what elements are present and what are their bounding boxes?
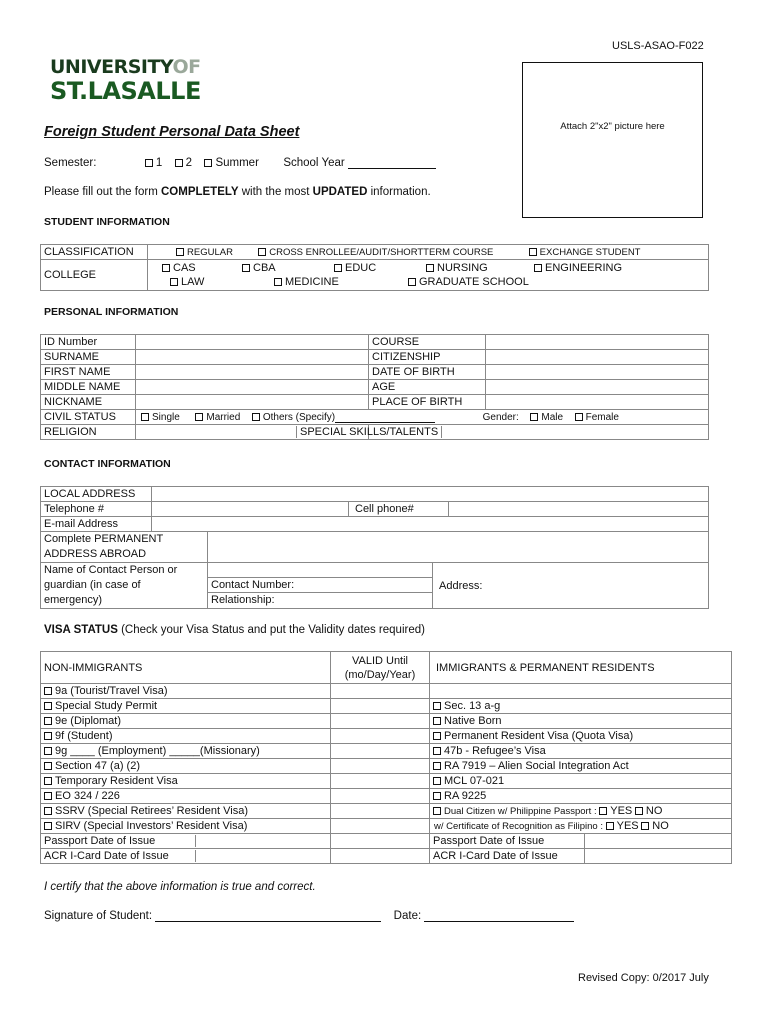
visa-valid-9a[interactable] [331,684,430,699]
student-info-heading: STUDENT INFORMATION [44,216,170,228]
citizenship-field[interactable] [486,350,709,365]
contact-table-top [40,486,709,532]
page-title: Foreign Student Personal Data Sheet [44,124,300,140]
non-immigrants-header: NON-IMMIGRANTS [41,652,331,684]
age-label: AGE [369,380,486,395]
date-label: Date: [393,910,422,922]
educ-checkbox[interactable] [334,264,342,272]
valid-until-header: VALID Until (mo/Day/Year) [331,652,430,684]
visa-valid-ssrv[interactable] [331,804,430,819]
cba-checkbox[interactable] [242,264,250,272]
course-field[interactable] [486,335,709,350]
recognition-yes-checkbox[interactable] [606,822,614,830]
visa-item-trv[interactable]: Temporary Resident Visa [41,774,331,789]
passport-left-cell[interactable] [41,834,331,849]
acr-left-field[interactable] [331,849,430,864]
contact-person-label: Name of Contact Person or guardian (in case of emergency) [41,563,208,609]
cas-checkbox[interactable] [162,264,170,272]
permanent-address-field[interactable] [208,532,709,563]
signature-label: Signature of Student: [44,910,153,922]
id-number-label: ID Number [41,335,136,350]
place-of-birth-label: PLACE OF BIRTH [369,395,486,410]
regular-checkbox[interactable] [176,248,184,256]
contact-table-bottom [40,531,709,609]
nickname-label: NICKNAME [41,395,136,410]
visa-item-mcl[interactable]: MCL 07-021 [430,774,732,789]
date-of-birth-label: DATE OF BIRTH [369,365,486,380]
semester-summer-checkbox[interactable] [204,159,212,167]
visa-item-sirv[interactable]: SIRV (Special Investors’ Resident Visa) [41,819,331,834]
relationship-label: Relationship: [211,594,275,606]
gender-label: Gender: [482,411,519,423]
surname-label: SURNAME [41,350,136,365]
visa-valid-ssp[interactable] [331,699,430,714]
visa-item-9e[interactable]: 9e (Diplomat) [41,714,331,729]
passport-right-label: Passport Date of Issue [430,834,585,849]
visa-item-dual-citizen[interactable]: Dual Citizen w/ Philippine Passport : YES NO [430,804,732,819]
skills-cell[interactable] [300,425,709,440]
visa-table [40,651,732,864]
email-label: E-mail Address [41,517,152,532]
personal-info-heading: PERSONAL INFORMATION [44,306,179,318]
acr-left-cell[interactable] [41,849,331,864]
recognition-no-checkbox[interactable] [641,822,649,830]
visa-valid-47a2[interactable] [331,759,430,774]
logo-university: UNIVERSITY [50,56,173,78]
signature-field[interactable] [155,911,381,922]
visa-valid-9f[interactable] [331,729,430,744]
dual-no-checkbox[interactable] [635,807,643,815]
cross-enrollee-checkbox[interactable] [258,248,266,256]
visa-item-ssp[interactable]: Special Study Permit [41,699,331,714]
classification-options: REGULAR CROSS ENROLLEE/AUDIT/SHORTTERM COURSE EXCHANGE STUDENT [148,245,709,260]
first-name-field[interactable] [136,365,369,380]
religion-label: RELIGION [41,425,136,440]
visa-item-47a2[interactable]: Section 47 (a) (2) [41,759,331,774]
email-field[interactable] [152,517,709,532]
contact-number-label: Contact Number: [208,578,432,593]
revised-copy: Revised Copy: 0/2017 July [578,972,709,984]
visa-heading: VISA STATUS (Check your Visa Status and put the Validity dates required) [44,624,425,636]
semester-2-checkbox[interactable] [175,159,183,167]
semester-row [44,157,436,169]
visa-item-recognition: w/ Certificate of Recognition as Filipino : YES NO [430,819,732,834]
male-checkbox[interactable] [530,413,538,421]
course-label: COURSE [369,335,486,350]
instruction: Please fill out the form COMPLETELY with the most UPDATED information. [44,186,431,198]
visa-valid-9e[interactable] [331,714,430,729]
dual-yes-checkbox[interactable] [599,807,607,815]
graduate-school-checkbox[interactable] [408,278,416,286]
visa-right-blank[interactable] [430,684,732,699]
passport-left-label: Passport Date of Issue [41,835,196,847]
immigrants-header: IMMIGRANTS & PERMANENT RESIDENTS [430,652,732,684]
semester-summer-label: Summer [215,157,259,169]
place-of-birth-field[interactable] [486,395,709,410]
single-checkbox[interactable] [141,413,149,421]
married-checkbox[interactable] [195,413,203,421]
cellphone-field[interactable] [449,502,709,517]
passport-right-field[interactable] [585,834,732,849]
logo-st-lasalle: ST.LASALLE [50,77,201,105]
surname-field[interactable] [136,350,369,365]
visa-valid-trv[interactable] [331,774,430,789]
female-checkbox[interactable] [575,413,583,421]
engineering-checkbox[interactable] [534,264,542,272]
date-field[interactable] [424,911,574,922]
semester-1-label: 1 [155,157,163,169]
others-checkbox[interactable] [252,413,260,421]
visa-item-ssrv[interactable]: SSRV (Special Retirees’ Resident Visa) [41,804,331,819]
local-address-field[interactable] [152,487,709,502]
visa-item-ra7919[interactable]: RA 7919 – Alien Social Integration Act [430,759,732,774]
permanent-address-label: Complete PERMANENT ADDRESS ABROAD [41,532,208,563]
semester-2-label: 2 [185,157,193,169]
cellphone-label: Cell phone# [349,502,449,517]
classification-label: CLASSIFICATION [41,245,148,260]
age-field[interactable] [486,380,709,395]
skills-label: SPECIAL SKILLS/TALENTS [296,426,442,438]
visa-item-eo324[interactable]: EO 324 / 226 [41,789,331,804]
visa-item-sec13[interactable]: Sec. 13 a-g [430,699,732,714]
civil-status-label: CIVIL STATUS [41,410,136,425]
contact-person-details[interactable] [208,563,433,609]
contact-address-cell[interactable] [433,563,709,609]
telephone-field[interactable] [152,502,349,517]
visa-valid-9g[interactable] [331,744,430,759]
law-checkbox[interactable] [170,278,178,286]
contact-address-label: Address: [439,579,483,592]
medicine-checkbox[interactable] [274,278,282,286]
visa-item-native-born[interactable]: Native Born [430,714,732,729]
college-label: COLLEGE [41,260,148,291]
contact-info-heading: CONTACT INFORMATION [44,458,171,470]
logo-of: OF [172,56,201,78]
acr-left-label: ACR I-Card Date of Issue [41,850,196,862]
acr-right-label: ACR I-Card Date of Issue [430,849,585,864]
photo-box[interactable] [522,62,703,218]
photo-box-label: Attach 2"x2" picture here [560,121,665,132]
passport-left-field[interactable] [331,834,430,849]
middle-name-field[interactable] [136,380,369,395]
nursing-checkbox[interactable] [426,264,434,272]
first-name-label: FIRST NAME [41,365,136,380]
visa-valid-sirv[interactable] [331,819,430,834]
college-options: CAS CBA EDUC NURSING ENGINEERING LAW MEDICINE GRADUATE SCHOOL [148,260,709,291]
visa-valid-eo324[interactable] [331,789,430,804]
school-year-label: School Year [283,157,345,169]
personal-info-table [40,334,709,440]
id-number-field[interactable] [136,335,369,350]
certify-statement: I certify that the above information is true and correct. [44,881,316,893]
school-year-field[interactable] [348,158,436,169]
semester-label: Semester: [44,157,97,169]
visa-item-9g[interactable]: 9g ____ (Employment) _____(Missionary) [41,744,331,759]
citizenship-label: CITIZENSHIP [369,350,486,365]
university-logo [50,58,201,103]
others-specify-field[interactable] [335,412,435,423]
visa-item-47b[interactable]: 47b - Refugee’s Visa [430,744,732,759]
local-address-label: LOCAL ADDRESS [41,487,152,502]
nickname-field[interactable] [136,395,369,410]
visa-item-9a[interactable]: 9a (Tourist/Travel Visa) [41,684,331,699]
middle-name-label: MIDDLE NAME [41,380,136,395]
civil-status-options: Single Married Others (Specify) Gender: Male Female [136,410,709,425]
semester-1-checkbox[interactable] [145,159,153,167]
acr-right-field[interactable] [585,849,732,864]
visa-item-quota[interactable]: Permanent Resident Visa (Quota Visa) [430,729,732,744]
visa-item-ra9225[interactable]: RA 9225 [430,789,732,804]
date-of-birth-field[interactable] [486,365,709,380]
visa-item-9f[interactable]: 9f (Student) [41,729,331,744]
exchange-student-checkbox[interactable] [529,248,537,256]
telephone-label: Telephone # [41,502,152,517]
student-info-table [40,244,709,291]
signature-row [44,910,574,922]
form-code: USLS-ASAO-F022 [612,40,704,52]
